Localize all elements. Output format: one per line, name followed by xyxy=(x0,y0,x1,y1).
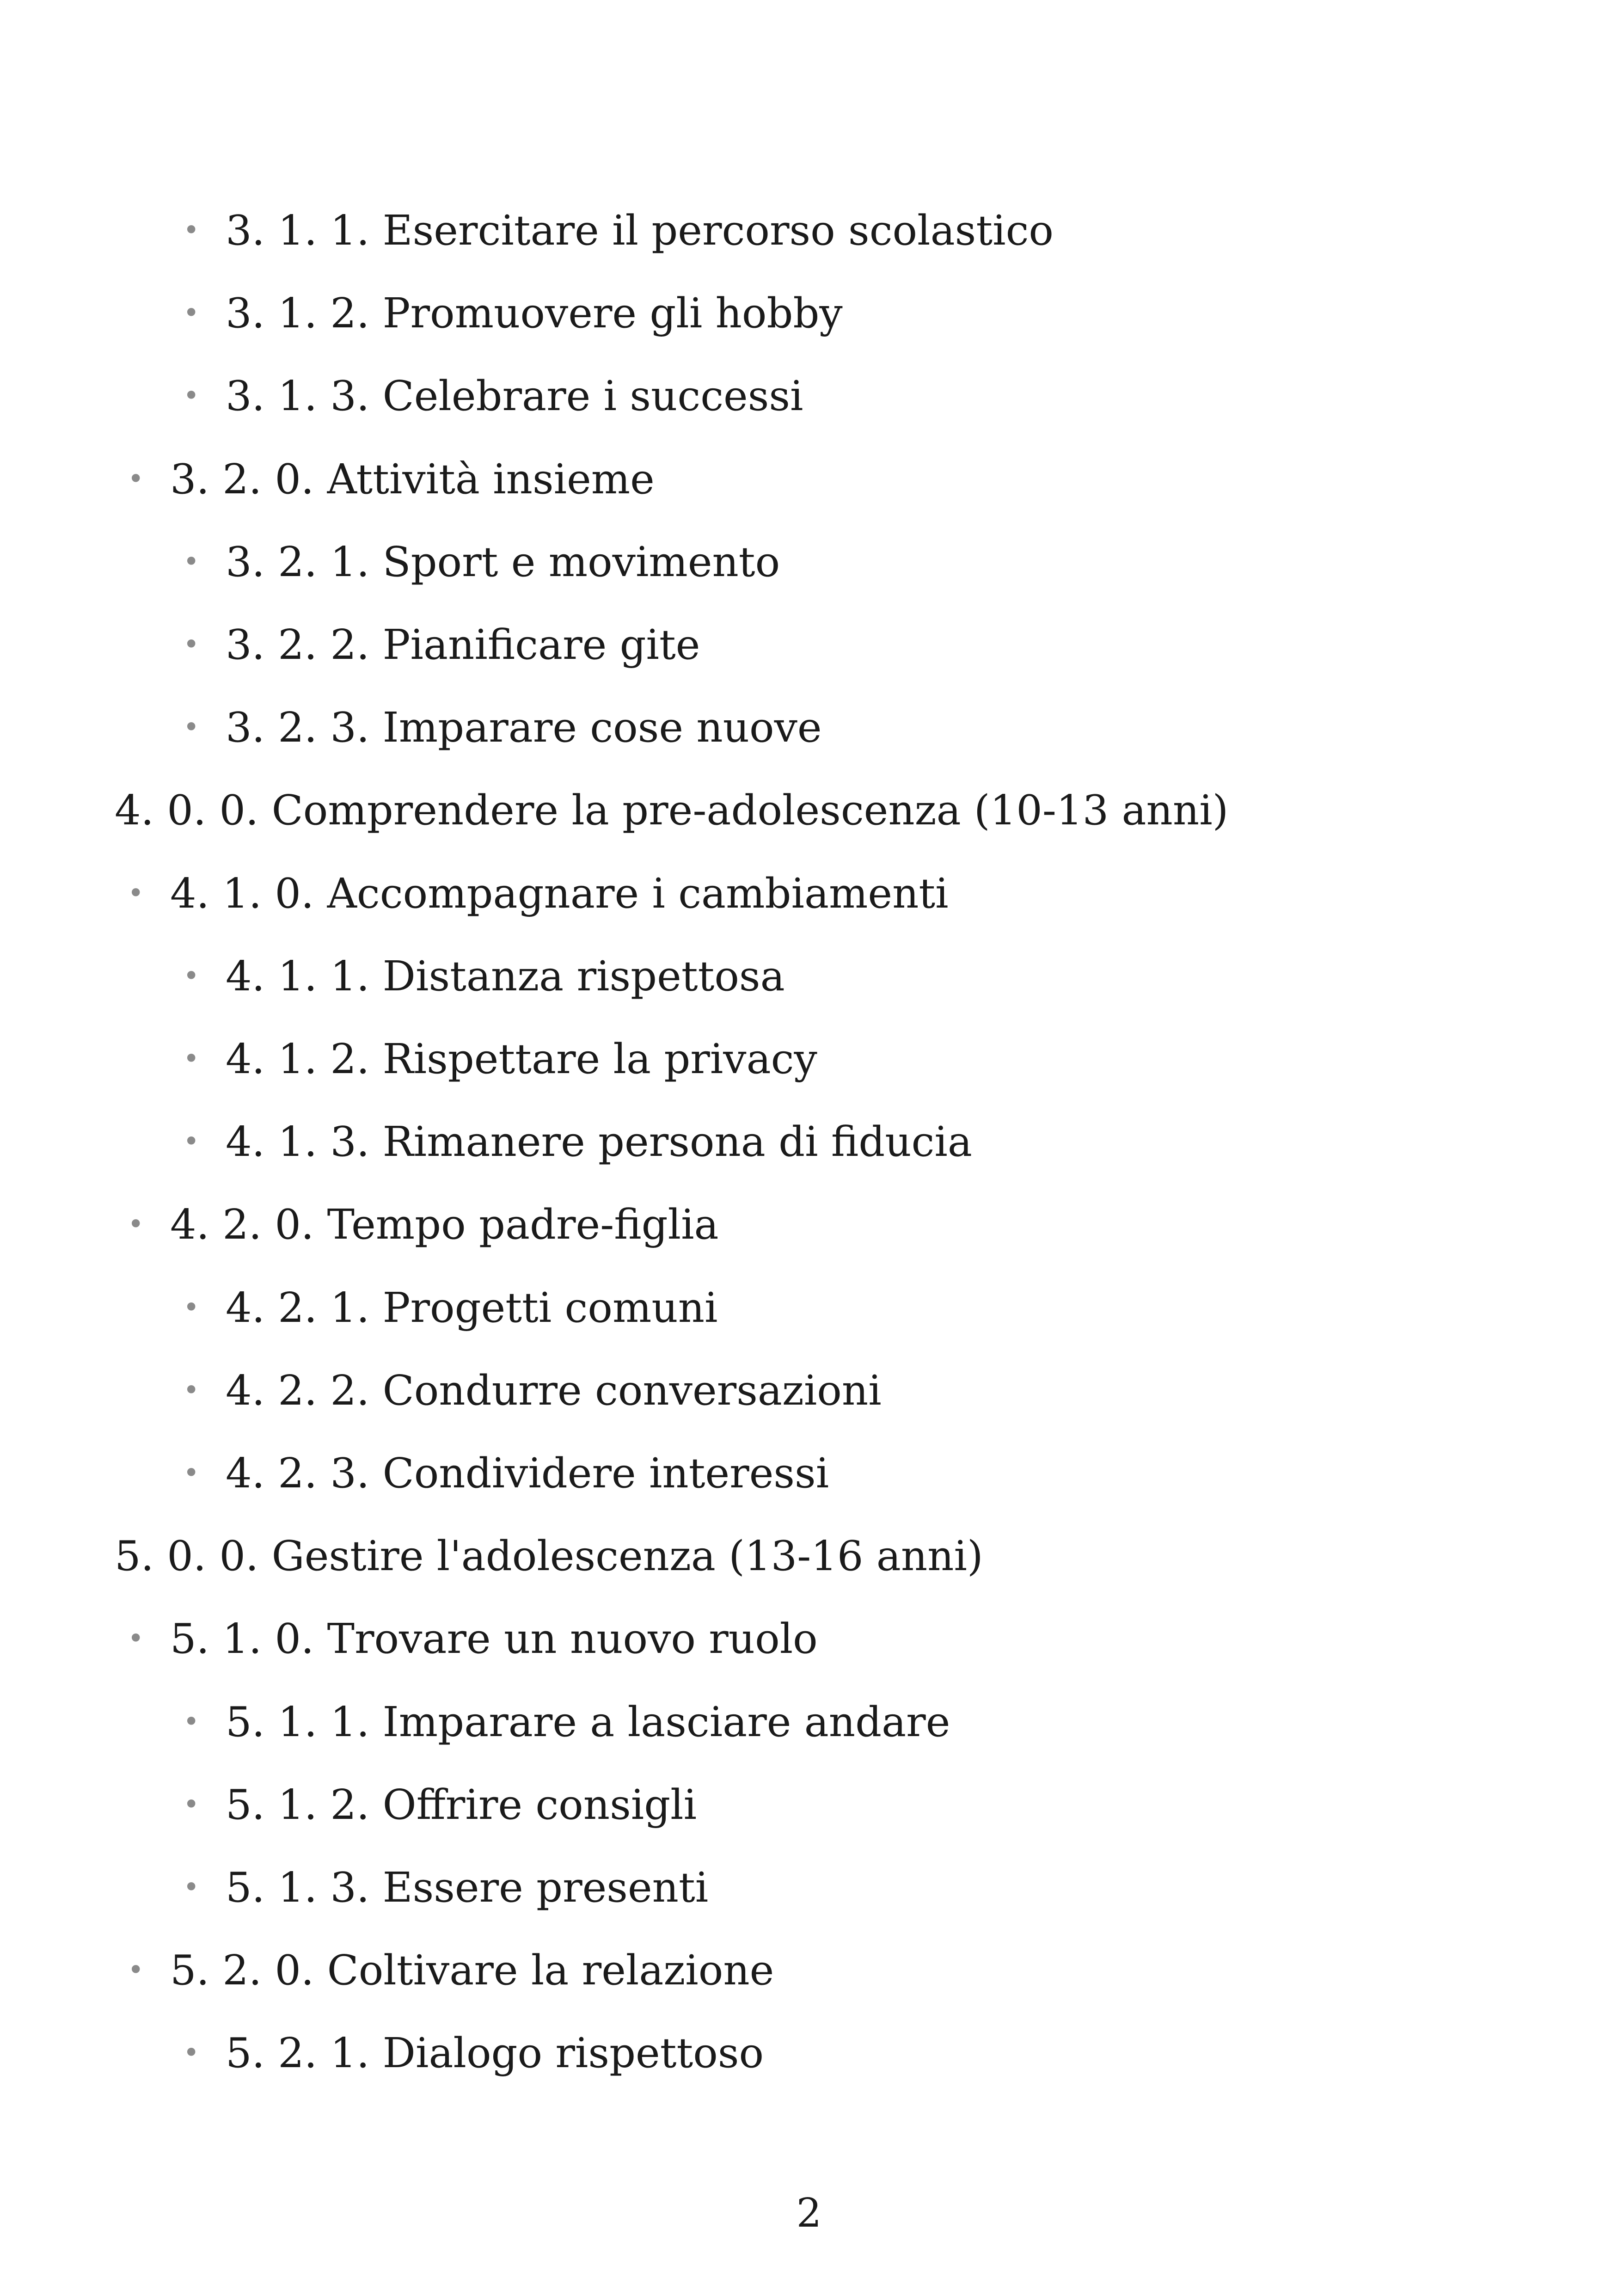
bullet-icon: • xyxy=(183,1457,200,1489)
toc-entry[interactable] xyxy=(183,1363,882,1418)
toc-entry[interactable] xyxy=(183,1694,950,1750)
bullet-icon: • xyxy=(183,297,200,329)
toc-entry[interactable] xyxy=(183,1031,817,1087)
bullet-icon: • xyxy=(183,711,200,743)
toc-entry[interactable] xyxy=(128,866,949,921)
toc-entry[interactable] xyxy=(183,1445,829,1501)
toc-entry-label: 4. 2. 2. Condurre conversazioni xyxy=(226,1366,882,1414)
toc-entry[interactable] xyxy=(183,285,843,341)
toc-entry-label: 5. 1. 3. Essere presenti xyxy=(226,1863,709,1911)
toc-entry[interactable] xyxy=(183,617,700,672)
toc-entry-label: 3. 1. 2. Promuovere gli hobby xyxy=(226,289,843,337)
toc-entry-label: 5. 1. 0. Trovare un nuovo ruolo xyxy=(170,1615,818,1663)
toc-entry-label: 5. 0. 0. Gestire l'adolescenza (13-16 anni) xyxy=(115,1532,983,1580)
toc-entry-label: 4. 1. 3. Rimanere persona di fiducia xyxy=(226,1117,972,1166)
toc-entry-label: 3. 2. 0. Attività insieme xyxy=(170,455,655,503)
toc-entry[interactable] xyxy=(128,1197,719,1252)
bullet-icon: • xyxy=(183,1706,200,1738)
toc-entry[interactable] xyxy=(183,534,780,589)
toc-entry[interactable] xyxy=(128,451,655,507)
bullet-icon: • xyxy=(128,1622,144,1655)
toc-entry-label: 4. 1. 2. Rispettare la privacy xyxy=(226,1035,817,1083)
toc-entry-label: 4. 1. 0. Accompagnare i cambiamenti xyxy=(170,869,949,917)
toc-entry-label: 3. 1. 3. Celebrare i successi xyxy=(226,372,803,420)
toc-entry[interactable] xyxy=(183,1280,718,1335)
toc-entry-label: 4. 1. 1. Distanza rispettosa xyxy=(226,952,785,1000)
toc-entry-label: 3. 2. 2. Pianificare gite xyxy=(226,620,700,669)
toc-entry[interactable] xyxy=(183,2025,764,2081)
bullet-icon: • xyxy=(128,463,144,495)
toc-entry-label: 4. 2. 3. Condividere interessi xyxy=(226,1449,829,1497)
toc-entry[interactable] xyxy=(183,1860,709,1915)
bullet-icon: • xyxy=(183,1871,200,1903)
toc-entry-label: 4. 0. 0. Comprendere la pre-adolescenza (10-13 anni) xyxy=(115,786,1229,834)
toc-entry-label: 5. 2. 1. Dialogo rispettoso xyxy=(226,2029,764,2077)
toc-entry[interactable] xyxy=(115,1528,983,1584)
bullet-icon: • xyxy=(183,1374,200,1406)
page-number: 2 xyxy=(796,2190,822,2236)
toc-entry[interactable] xyxy=(128,1611,818,1666)
toc-entry-label: 3. 2. 3. Imparare cose nuove xyxy=(226,703,822,751)
toc-entry-label: 4. 2. 1. Progetti comuni xyxy=(226,1283,718,1332)
bullet-icon: • xyxy=(183,1291,200,1324)
toc-entry[interactable] xyxy=(183,1777,697,1832)
bullet-icon: • xyxy=(183,380,200,412)
bullet-icon: • xyxy=(128,1954,144,1986)
toc-entry[interactable] xyxy=(183,948,785,1004)
toc-entry-label: 5. 2. 0. Coltivare la relazione xyxy=(170,1946,774,1994)
toc-entry-label: 5. 1. 2. Offrire consigli xyxy=(226,1780,697,1829)
toc-entry-label: 3. 2. 1. Sport e movimento xyxy=(226,538,780,586)
toc-entry-label: 5. 1. 1. Imparare a lasciare andare xyxy=(226,1698,950,1746)
bullet-icon: • xyxy=(128,1208,144,1240)
toc-entry-label: 3. 1. 1. Esercitare il percorso scolastico xyxy=(226,206,1054,254)
toc-entry[interactable] xyxy=(183,1114,972,1169)
toc-entry[interactable] xyxy=(183,368,803,424)
bullet-icon: • xyxy=(183,1125,200,1158)
toc-entry[interactable] xyxy=(128,1942,774,1998)
toc-entry[interactable] xyxy=(183,203,1054,258)
bullet-icon: • xyxy=(183,2037,200,2069)
bullet-icon: • xyxy=(183,546,200,578)
bullet-icon: • xyxy=(183,214,200,246)
toc-entry[interactable] xyxy=(183,700,822,755)
bullet-icon: • xyxy=(183,960,200,992)
toc-entry[interactable] xyxy=(115,782,1228,838)
bullet-icon: • xyxy=(183,628,200,661)
bullet-icon: • xyxy=(183,1788,200,1821)
toc-entry-label: 4. 2. 0. Tempo padre-figlia xyxy=(170,1200,719,1248)
bullet-icon: • xyxy=(183,1043,200,1075)
bullet-icon: • xyxy=(128,877,144,909)
